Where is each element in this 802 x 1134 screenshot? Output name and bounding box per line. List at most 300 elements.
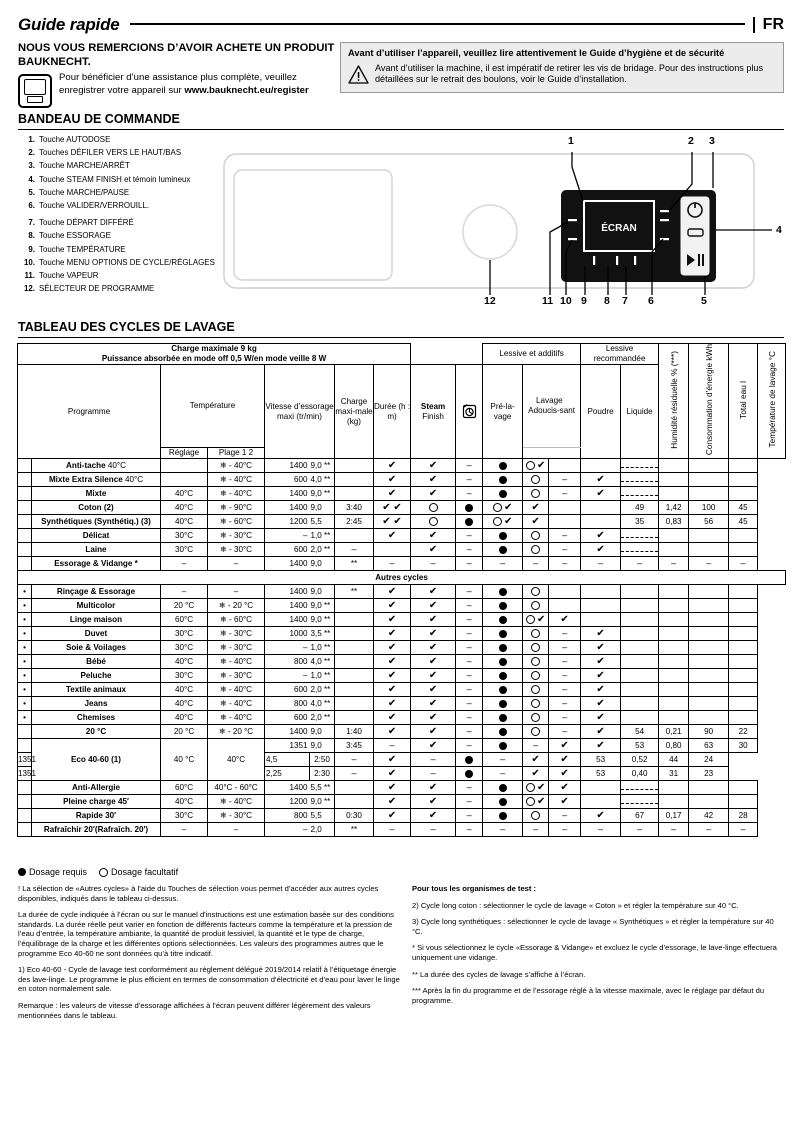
row-autodose	[411, 697, 456, 711]
row-autodose	[411, 543, 456, 557]
dash-mark: –	[562, 558, 568, 569]
header-lavage: Lavage	[536, 396, 563, 406]
legend-label: Touche TEMPÉRATURE	[39, 244, 126, 254]
table-section-row	[18, 571, 786, 585]
check-mark: ✔	[596, 739, 605, 751]
title-rule-end-tick	[753, 17, 755, 33]
row-plage: ❄ - 90°C	[208, 501, 265, 515]
row-humidite	[621, 473, 659, 487]
check-mark: ✔	[596, 809, 605, 821]
row-steam	[374, 683, 411, 697]
legend-label: Touche MARCHE/ARRÊT	[39, 161, 130, 171]
legend-item-9	[18, 243, 218, 256]
cell-value: 30°C	[174, 530, 194, 540]
row-templav	[729, 781, 758, 795]
page-title: Guide rapide	[18, 15, 120, 34]
row-autodose	[411, 669, 456, 683]
dash-mark: –	[466, 628, 472, 639]
row-liquide	[581, 655, 621, 669]
legend-label: Touche MENU OPTIONS DE CYCLE/RÉGLAGES	[39, 257, 215, 267]
dash-mark: –	[466, 544, 472, 555]
row-programme-name: Rapide 30′	[32, 809, 161, 823]
row-lavage	[483, 515, 523, 529]
row-energie	[659, 613, 689, 627]
row-liquide	[549, 753, 581, 767]
row-liquide	[581, 781, 621, 795]
cell-value: 0,52	[631, 754, 648, 764]
legend-number: 10.	[24, 257, 35, 267]
row-prelavage	[456, 823, 483, 837]
row-duree	[335, 473, 374, 487]
row-bullet: •	[18, 669, 32, 683]
row-eau	[689, 473, 729, 487]
row-liquide	[581, 795, 621, 809]
check-mark: ✔ ✔	[382, 515, 402, 527]
row-prelavage	[456, 697, 483, 711]
cell-value: 100	[701, 502, 716, 512]
row-autodose	[411, 473, 456, 487]
cycles-table-body	[18, 459, 786, 837]
row-plage: 40°C - 60°C	[208, 781, 265, 795]
row-duree	[335, 809, 374, 823]
row-lavage	[483, 627, 523, 641]
dash-mark: –	[351, 544, 357, 555]
row-liquide	[581, 725, 621, 739]
check-mark: ✔	[387, 711, 397, 723]
dot-required	[465, 518, 473, 526]
footnote-left-2: 1) Eco 40-60 - Cycle de lavage test conformément au règlement délégué 2019/2014 relatif à l’étiquetage énergie des lave-linge. Le programme le plus efficient en termes de consommation d’électricité et d’eau pour laver le linge en coton normalement sale.	[18, 965, 400, 994]
cell-value: 0,40	[631, 768, 648, 778]
dash-mark: –	[637, 824, 643, 835]
row-vitesse: 1351	[18, 753, 32, 767]
row-poudre	[549, 529, 581, 543]
row-bullet	[18, 781, 32, 795]
header-humidite	[659, 344, 689, 459]
row-humidite	[621, 697, 659, 711]
row-bullet: •	[18, 599, 32, 613]
dash-mark: –	[466, 558, 472, 569]
check-mark: ✔	[387, 641, 397, 653]
dash-mark: –	[466, 656, 472, 667]
cell-value: 3:45	[346, 740, 362, 750]
table-row	[18, 473, 786, 487]
dash-mark: –	[430, 754, 436, 765]
row-programme-name: Essorage & Vidange *	[32, 557, 161, 571]
row-eau	[689, 515, 729, 529]
callout-9: 9	[581, 295, 587, 307]
dash-mark: –	[706, 558, 712, 569]
dot-required	[499, 588, 507, 596]
row-autodose	[411, 487, 456, 501]
header-liquide: Liquide	[621, 365, 659, 459]
row-templav	[729, 529, 758, 543]
callout-11: 11	[542, 295, 554, 307]
check-mark: ✔	[596, 473, 605, 485]
svg-text:ÉCRAN: ÉCRAN	[601, 223, 637, 234]
row-templav	[729, 487, 758, 501]
row-energie	[659, 711, 689, 725]
row-programme-name: Multicolor	[32, 599, 161, 613]
row-lavage	[483, 697, 523, 711]
footnote-right-0: 2) Cycle long coton : sélectionner le cycle de lavage « Coton » et régler la température sur 40 °C.	[412, 900, 739, 910]
row-prelavage	[456, 543, 483, 557]
dot-optional	[493, 503, 502, 512]
row-lavage	[483, 725, 523, 739]
row-programme-name: Soie & Voilages	[32, 641, 161, 655]
dot-optional	[531, 601, 540, 610]
row-energie	[659, 473, 689, 487]
check-mark: ✔	[387, 725, 397, 737]
row-vitesse: –	[265, 669, 310, 683]
check-mark: ✔	[428, 781, 438, 793]
row-autodose	[374, 767, 411, 781]
check-mark: ✔	[387, 809, 397, 821]
row-reglage	[161, 725, 208, 739]
check-mark: ✔	[387, 697, 397, 709]
row-templav	[729, 725, 758, 739]
dot-required	[499, 532, 507, 540]
check-mark: ✔	[531, 501, 540, 513]
table-row	[18, 669, 786, 683]
row-prelavage	[456, 655, 483, 669]
cell-value: **	[350, 586, 358, 596]
row-humidite	[621, 487, 659, 501]
dash-mark: –	[562, 712, 568, 723]
row-charge: 4,5	[265, 753, 310, 767]
row-steam	[374, 501, 411, 515]
row-steam	[374, 515, 411, 529]
header-total-eau-label: Total eau l	[738, 380, 749, 419]
legend-item-5	[18, 186, 218, 199]
dash-mark: –	[351, 768, 357, 779]
row-lavage	[483, 781, 523, 795]
header-humidite-label: Humidité résiduelle % (***)	[668, 350, 679, 449]
footnotes-right-title: Pour tous les organismes de test :	[412, 884, 537, 893]
row-duree	[335, 711, 374, 725]
table-row	[18, 781, 786, 795]
row-duree	[310, 753, 335, 767]
row-templav	[729, 711, 758, 725]
row-duree	[335, 515, 374, 529]
row-duree	[335, 739, 374, 753]
check-mark: ✔	[428, 809, 438, 821]
dot-required	[499, 602, 507, 610]
header-charge: Charge maxi-male (kg)	[335, 365, 374, 459]
check-mark: ✔	[560, 739, 569, 751]
row-bullet: •	[18, 641, 32, 655]
cell-value: 60°C	[174, 614, 194, 624]
row-steam	[335, 767, 374, 781]
row-vitesse: 1200	[265, 795, 310, 809]
row-charge: 5,5 **	[310, 781, 335, 795]
row-autodose	[411, 641, 456, 655]
row-programme-name: Coton (2)	[32, 501, 161, 515]
row-plage: –	[208, 585, 265, 599]
table-row	[18, 823, 786, 837]
legend-item-1	[18, 133, 218, 146]
row-prelavage	[411, 753, 456, 767]
row-templav	[729, 557, 758, 571]
row-lavage	[483, 655, 523, 669]
row-programme-name: Duvet	[32, 627, 161, 641]
table-capacity-caption	[18, 344, 411, 365]
row-bullet: •	[18, 655, 32, 669]
check-mark: ✔	[560, 753, 569, 765]
dot-optional	[526, 783, 535, 792]
row-vitesse: 1400	[265, 487, 310, 501]
cell-value: 30°C	[174, 670, 194, 680]
dash-mark: –	[562, 642, 568, 653]
row-humidite	[621, 655, 659, 669]
row-lavage	[483, 739, 523, 753]
cell-value: 54	[635, 726, 645, 736]
legend-label: Touche ESSORAGE	[39, 231, 111, 241]
row-duree	[310, 767, 335, 781]
row-reglage	[161, 683, 208, 697]
row-plage: ❄ - 40°C	[208, 487, 265, 501]
dot-required	[499, 462, 507, 470]
dot-required	[499, 644, 507, 652]
row-reglage	[161, 613, 208, 627]
row-prelavage	[456, 613, 483, 627]
row-lavage	[483, 459, 523, 473]
row-charge: 5,5	[310, 809, 335, 823]
row-liquide	[581, 683, 621, 697]
row-plage: ❄ - 40°C	[208, 697, 265, 711]
cell-value: –	[181, 586, 187, 596]
check-mark: ✔	[531, 515, 540, 527]
row-eau	[689, 795, 729, 809]
check-mark: ✔	[387, 599, 397, 611]
legend-number: 7.	[28, 218, 35, 228]
row-reglage: 40 °C	[161, 739, 208, 781]
row-humidite	[621, 781, 659, 795]
row-steam	[374, 641, 411, 655]
row-steam	[374, 529, 411, 543]
check-mark: ✔	[428, 683, 438, 695]
dash-mark: –	[466, 642, 472, 653]
footnotes-right	[412, 884, 784, 1012]
row-eau	[689, 613, 729, 627]
check-mark: ✔	[537, 459, 546, 471]
row-bullet	[18, 725, 32, 739]
row-steam	[374, 459, 411, 473]
row-adoucissant	[523, 795, 549, 809]
row-vitesse: –	[265, 823, 310, 837]
header-consommation-label: Consommation d’énergie kWh	[703, 344, 714, 456]
dash-mark: –	[740, 558, 746, 569]
row-charge: 3,5 **	[310, 627, 335, 641]
row-bullet	[18, 459, 32, 473]
row-steam	[374, 487, 411, 501]
row-humidite	[621, 809, 659, 823]
row-templav	[729, 585, 758, 599]
table-row	[18, 683, 786, 697]
row-bullet	[18, 739, 32, 753]
check-mark: ✔	[596, 669, 605, 681]
row-reglage	[161, 627, 208, 641]
table-row	[18, 529, 786, 543]
dash-mark: –	[562, 530, 568, 541]
row-poudre	[549, 501, 581, 515]
row-programme-name: Jeans	[32, 697, 161, 711]
row-plage: 40°C	[208, 739, 265, 781]
cell-value: 40°C	[174, 502, 194, 512]
row-energie	[659, 697, 689, 711]
table-row	[18, 725, 786, 739]
row-liquide	[581, 641, 621, 655]
dot-optional	[531, 657, 540, 666]
callout-6: 6	[648, 295, 654, 307]
row-liquide	[581, 627, 621, 641]
row-lavage	[483, 543, 523, 557]
row-energie	[659, 781, 689, 795]
dot-required	[499, 798, 507, 806]
row-templav	[729, 683, 758, 697]
dash-mark: –	[430, 558, 436, 569]
row-prelavage	[456, 683, 483, 697]
row-adoucissant	[523, 529, 549, 543]
check-mark: ✔	[387, 585, 397, 597]
row-liquide	[581, 459, 621, 473]
row-autodose	[411, 585, 456, 599]
dash-mark: –	[430, 824, 436, 835]
header-steam-finish: Steam Finish	[411, 365, 456, 459]
table-row	[18, 599, 786, 613]
row-adoucissant	[523, 655, 549, 669]
check-mark: ✔	[560, 781, 569, 793]
dash-mark: –	[562, 544, 568, 555]
dot-optional	[531, 531, 540, 540]
row-eau	[689, 487, 729, 501]
row-vitesse: 600	[265, 473, 310, 487]
row-humidite	[581, 753, 621, 767]
dashed-line	[621, 537, 658, 538]
dash-mark: –	[466, 698, 472, 709]
check-mark: ✔	[596, 711, 605, 723]
row-eau	[689, 557, 729, 571]
cell-value: 90	[704, 726, 714, 736]
dash-mark: –	[562, 474, 568, 485]
row-autodose	[411, 613, 456, 627]
row-vitesse: 1351	[265, 739, 310, 753]
row-adoucissant	[523, 473, 549, 487]
cell-value: 40°C	[174, 698, 194, 708]
row-duree	[335, 543, 374, 557]
table-row	[18, 487, 786, 501]
cell-value: 31	[669, 768, 679, 778]
dash-mark: –	[500, 754, 506, 765]
cell-value: 40°C	[174, 796, 194, 806]
row-eau	[689, 669, 729, 683]
row-humidite	[621, 795, 659, 809]
row-liquide	[581, 501, 621, 515]
row-autodose	[411, 683, 456, 697]
row-energie	[659, 683, 689, 697]
dot-optional	[526, 797, 535, 806]
row-steam	[374, 739, 411, 753]
row-reglage	[161, 655, 208, 669]
check-mark: ✔	[387, 767, 397, 779]
table-row	[18, 809, 786, 823]
cell-value: 30°C	[174, 544, 194, 554]
row-prelavage	[411, 767, 456, 781]
row-charge: 9,0	[310, 585, 335, 599]
row-adoucissant	[523, 641, 549, 655]
dot-optional	[531, 643, 540, 652]
monitor-icon	[18, 74, 52, 108]
row-vitesse: 1400	[265, 725, 310, 739]
row-charge: 1,0 **	[310, 641, 335, 655]
row-adoucissant	[483, 753, 523, 767]
row-prelavage	[456, 557, 483, 571]
row-adoucissant	[523, 459, 549, 473]
row-humidite	[621, 641, 659, 655]
row-humidite	[621, 627, 659, 641]
row-energie	[659, 823, 689, 837]
control-panel-illustration	[216, 135, 786, 307]
row-reglage	[161, 459, 208, 473]
row-vitesse: –	[265, 529, 310, 543]
check-mark: ✔	[387, 627, 397, 639]
warning-triangle-icon	[348, 65, 369, 84]
row-reglage	[161, 823, 208, 837]
row-programme-name: Textile animaux	[32, 683, 161, 697]
row-humidite	[621, 599, 659, 613]
row-autodose	[411, 725, 456, 739]
check-mark: ✔	[531, 767, 540, 779]
table-row	[18, 795, 786, 809]
legend-item-8	[18, 229, 218, 242]
row-templav	[729, 543, 758, 557]
row-templav	[729, 697, 758, 711]
row-humidite	[621, 543, 659, 557]
row-templav	[729, 599, 758, 613]
row-templav	[729, 795, 758, 809]
row-liquide	[581, 823, 621, 837]
row-eau	[689, 697, 729, 711]
row-bullet: •	[18, 613, 32, 627]
row-lavage	[483, 809, 523, 823]
capacity-line-1: Charge maximale 9 kg	[171, 344, 257, 353]
row-reglage	[161, 501, 208, 515]
row-autodose	[411, 655, 456, 669]
check-mark: ✔	[387, 473, 397, 485]
row-prelavage	[456, 725, 483, 739]
row-autodose	[411, 711, 456, 725]
row-steam	[335, 753, 374, 767]
register-url[interactable]: www.bauknecht.eu/register	[184, 84, 309, 96]
dashed-line	[621, 481, 658, 482]
row-programme-name: Rafraîchir 20′(Rafraîch. 20′)	[32, 823, 161, 837]
row-energie	[659, 669, 689, 683]
row-poudre	[549, 641, 581, 655]
row-reglage	[161, 487, 208, 501]
row-energie	[621, 753, 659, 767]
cell-value: 3:40	[346, 502, 362, 512]
cell-value: 44	[669, 754, 679, 764]
row-charge: 9,0 **	[310, 613, 335, 627]
cell-value: 1,42	[665, 502, 682, 512]
header-plage: Plage 1 2	[208, 448, 265, 459]
row-adoucissant	[523, 781, 549, 795]
legend-label: SÉLECTEUR DE PROGRAMME	[39, 284, 155, 294]
dash-mark: –	[637, 558, 643, 569]
dash-mark: –	[389, 824, 395, 835]
legend-item-3	[18, 159, 218, 172]
row-eau	[689, 739, 729, 753]
check-mark: ✔	[428, 725, 438, 737]
